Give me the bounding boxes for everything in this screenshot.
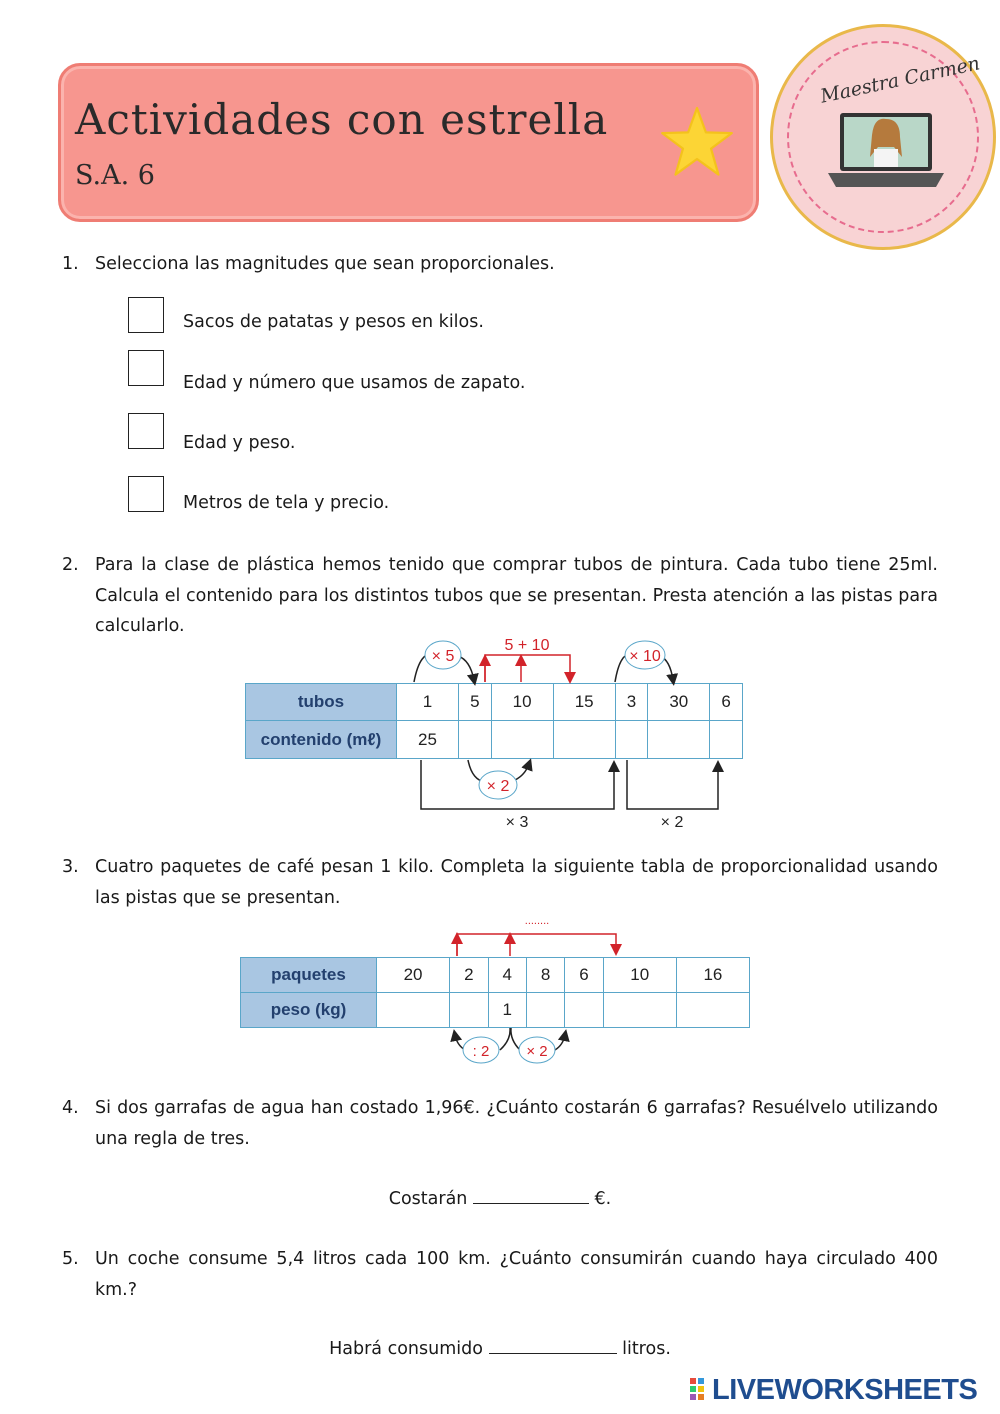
hint-x2: × 2 — [526, 1043, 548, 1060]
option-label-3: Edad y peso. — [183, 433, 296, 453]
hint-x2-bottom: × 2 — [660, 814, 684, 831]
cell: 16 — [676, 958, 749, 993]
cell: 5 — [459, 684, 492, 721]
option-checkbox-4[interactable] — [128, 476, 164, 512]
cell: 15 — [553, 684, 615, 721]
question-number: 5. — [62, 1249, 79, 1269]
question-5 — [62, 1244, 938, 1305]
row-label-peso: peso (kg) — [241, 993, 377, 1028]
question-3 — [62, 852, 938, 913]
question-2 — [62, 550, 938, 642]
tubes-hints-diagram — [240, 630, 750, 840]
cell: 10 — [491, 684, 553, 721]
row-label-tubos: tubos — [246, 684, 397, 721]
hint-x2: × 2 — [486, 778, 510, 795]
question-number: 1. — [62, 254, 79, 274]
question-text: Un coche consume 5,4 litros cada 100 km. ¿Cuánto consumirán cuando haya circulado 400 km.? — [95, 1249, 938, 1300]
row-label-paquetes: paquetes — [241, 958, 377, 993]
cell: 6 — [565, 958, 603, 993]
option-label-1: Sacos de patatas y pesos en kilos. — [183, 312, 484, 332]
cell: 3 — [615, 684, 648, 721]
answer-suffix: litros. — [622, 1339, 671, 1359]
star-icon — [660, 105, 734, 179]
hint-x5: × 5 — [431, 648, 455, 665]
laptop-avatar-icon — [828, 107, 944, 193]
question-text: Selecciona las magnitudes que sean proporcionales. — [95, 254, 555, 274]
brand-name: LIVEWORKSHEETS — [712, 1374, 978, 1406]
liveworksheets-logo — [690, 1374, 977, 1407]
answer-input-price[interactable] — [473, 1187, 589, 1204]
answer-prefix: Habrá consumido — [329, 1339, 483, 1359]
option-checkbox-1[interactable] — [128, 297, 164, 333]
hint-x10: × 10 — [629, 648, 661, 665]
cell: 6 — [710, 684, 743, 721]
option-checkbox-2[interactable] — [128, 350, 164, 386]
cell: 4 — [488, 958, 526, 993]
cell: 8 — [526, 958, 564, 993]
question-text: Cuatro paquetes de café pesan 1 kilo. Completa la siguiente tabla de proporcionalidad usando las pistas que se presentan. — [95, 857, 938, 908]
question-text: Para la clase de plástica hemos tenido que comprar tubos de pintura. Cada tubo tiene 25ml. Calcula el contenido para los distintos tubos que se presentan. Presta atención a las pistas para calcularlo. — [95, 555, 938, 636]
option-label-2: Edad y número que usamos de zapato. — [183, 373, 526, 393]
option-checkbox-3[interactable] — [128, 413, 164, 449]
question-4 — [62, 1093, 938, 1154]
row-label-contenido: contenido (mℓ) — [246, 721, 397, 759]
cell: 10 — [603, 958, 676, 993]
liveworksheets-icon — [690, 1378, 712, 1402]
teacher-logo — [770, 24, 996, 250]
answer-input-litres[interactable] — [489, 1337, 617, 1354]
answer-prefix: Costarán — [388, 1189, 468, 1209]
logo-text: Maestra Carmen — [818, 52, 982, 108]
cell: 30 — [648, 684, 710, 721]
hint-dots: ........ — [524, 915, 550, 927]
question-text: Si dos garrafas de agua han costado 1,96€. ¿Cuánto costarán 6 garrafas? Resuélvelo utilizando una regla de tres. — [95, 1098, 938, 1149]
cell: 2 — [450, 958, 488, 993]
cell: 1 — [488, 993, 526, 1028]
question-1 — [62, 249, 938, 280]
coffee-hints-diagram — [235, 910, 755, 1070]
answer-line-5 — [0, 1337, 1000, 1359]
page-title: Actividades con estrella — [75, 95, 609, 144]
question-number: 4. — [62, 1098, 79, 1118]
cell: 20 — [377, 958, 450, 993]
question-number: 2. — [62, 555, 79, 575]
answer-suffix: €. — [594, 1189, 612, 1209]
hint-div2: : 2 — [472, 1043, 490, 1060]
hint-x3: × 3 — [505, 814, 529, 831]
cell: 25 — [397, 721, 459, 759]
answer-line-4 — [0, 1187, 1000, 1209]
hint-sum: 5 + 10 — [504, 637, 550, 654]
option-label-4: Metros de tela y precio. — [183, 493, 390, 513]
page-subtitle: S.A. 6 — [75, 160, 155, 191]
question-number: 3. — [62, 857, 79, 877]
cell: 1 — [397, 684, 459, 721]
